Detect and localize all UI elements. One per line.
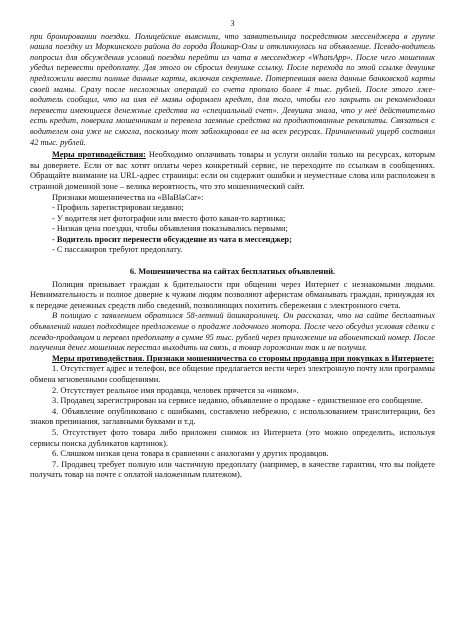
measure-item: 6. Слишком низкая цена товара в сравнении с аналогами у других продавцов. [52,449,329,459]
sign-item: - Водитель просит перенести обсуждение из чата в мессенджер; [52,234,292,244]
section-intro-paragraph: Полиция призывает граждан к бдительности при общении через Интернет с незнакомыми людьми. Невнимательность и полное доверие к чужим людям позволяют аферистам обманывать граждан, принуждая их к передаче денежных средств либо сведений, позволяющих похитить сбережения с электронного счета. [30,279,435,310]
section-heading: 6. Мошенничества на сайтах бесплатных объявлений. [129,267,336,277]
measure-item: 4. Объявление опубликовано с ошибками, составлено небрежно, с использованием транслитерации, без знаков препинания, заглавными буквами и т.д. [30,406,435,427]
measures-paragraph-1 [30,150,435,192]
case-paragraph-boat-motor: В полицию с заявлением обратился 58-летний йошкаролинец. Он рассказал, что на сайте бесплатных объявлений нашел подходящее предложение о продаже лодочного мотора. После чего обсудил условия сделки с псевдо-продавцом и перевел предоплату в сумме 95 тыс. рублей через приложение на абонентский номер. После получения денег мошенник перестал выходить на связь, а товар горожанин так и не получил. [30,311,435,353]
sign-item: - С пассажиров требуют предоплату. [52,245,183,255]
measure-item: 7. Продавец требует полную или частичную предоплату (например, в качестве гарантии, что вы пойдете получать товар на почте с оплатой наложенным платежом). [30,459,435,480]
measure-item: 1. Отсутствует адрес и телефон, все общение предлагается вести через электронную почту или программы обмена мгновенными сообщениями. [30,364,435,384]
page-number: 3 [230,19,235,28]
sign-item: - У водителя нет фотографии или вместо фото какая-то картинка; [52,213,286,223]
measure-item: 2. Отсутствует реальное имя продавца, человек прячется за «ником». [52,385,299,395]
measures-text-1: Необходимо оплачивать товары и услуги онлайн только на ресурсах, которым вы доверяете. Если от вас хотят оплаты через конкретный сервис, не переходите по ссылкам в сообщениях. Обращайте внимание на URL-адрес страницы: если он содержит ошибки и неуместные слова или расположен в странной доменной зоне – велика вероятность, что это мошеннический сайт. [30,150,436,191]
case-paragraph-blablacar: при бронировании поездки. Полицейские выяснили, что заявительница посредством мессенджера в группе нашла поездку из Моркинского района до города Йошкар-Олы и откликнулась на объявление. Псевдо-водитель попросил для обсуждения условий поездки перейти из чата в мессенджер «WhatsApp». После чего мошенник убедил перевести предоплату. Для этого он сбросил девушке ссылку. После перехода по этой ссылке девушке предложили ввести полные данные карты, включая секретные. Потерпевшая ввела данные банковской карты своей мамы. Сразу после несложных операций со счета пропало более 4 тыс. рублей. После этого лже-водитель сообщил, что на имя её мамы оформлен кредит, для того, чтобы его закрыть он рекомендовал перевести имеющиеся денежные средства на «специальный счет». Девушка знала, что у неё действительно есть кредит, поверила мошенникам и перевела заемные средства на продиктованные реквизиты. Связаться с водителем она уже не смогла, поскольку тот заблокировал ее на всех ресурсах. Причиненный ущерб составил 42 тыс. рублей. [30,31,435,147]
measure-item: 3. Продавец зарегистрирован на сервисе недавно, объявление о продаже - единственное его сообщение. [52,396,423,406]
sign-item: - Низкая цена поездки, чтобы объявления показывались первыми; [52,224,288,234]
measure-item: 5. Отсутствует фото товара либо приложен снимок из Интернета (это можно определить, используя сервисы поиска дубликатов картинок). [30,427,435,448]
measures-label-1: Меры противодействия: [52,150,146,160]
sign-item: - Профиль зарегистрирован недавно; [52,203,184,213]
measures-label-2: Меры противодействия. Признаки мошенничества со стороны продавца при покупках в Интернете: [52,353,435,363]
signs-title: Признаки мошенничества на «BlaBlaCar»: [52,192,204,202]
